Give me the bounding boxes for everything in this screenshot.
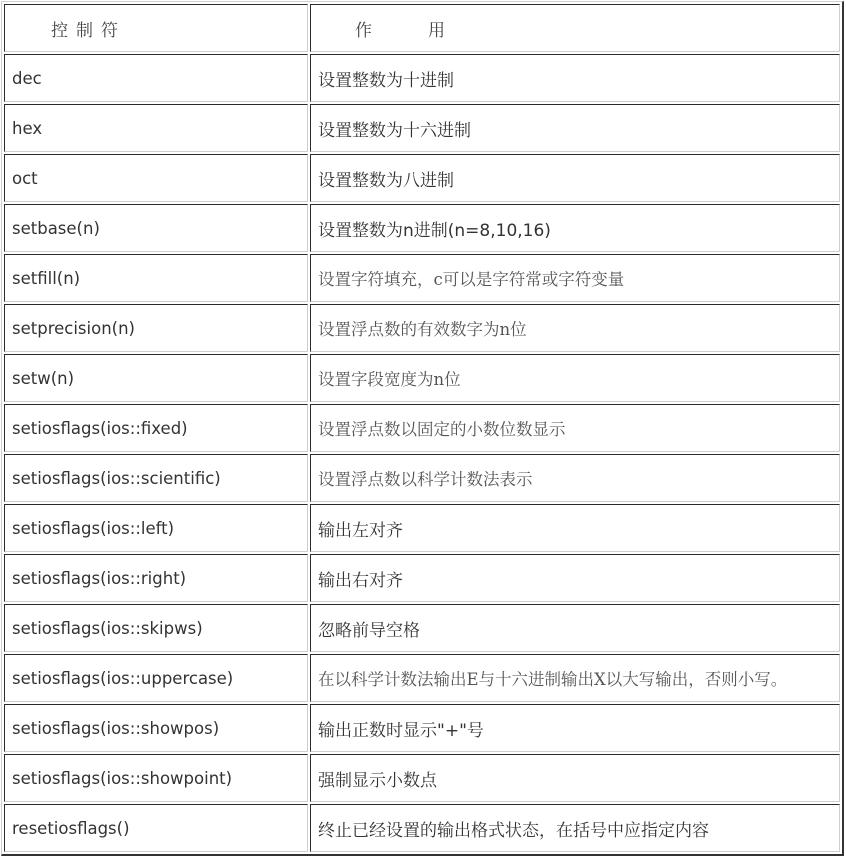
table-row bbox=[4, 304, 840, 352]
table-row bbox=[4, 554, 840, 602]
control-cell: setiosflags(ios::scientific) bbox=[4, 454, 308, 502]
effect-cell: 设置字段宽度为n位 bbox=[310, 354, 840, 402]
effect-cell: 输出正数时显示"+"号 bbox=[310, 704, 840, 752]
effect-cell: 强制显示小数点 bbox=[310, 754, 840, 802]
table-row bbox=[4, 804, 840, 852]
io-manipulators-table bbox=[1, 1, 844, 856]
control-cell: setfill(n) bbox=[4, 254, 308, 302]
control-cell: setiosflags(ios::right) bbox=[4, 554, 308, 602]
table-row bbox=[4, 354, 840, 402]
table-header-row bbox=[4, 4, 840, 52]
table-row bbox=[4, 104, 840, 152]
effect-cell: 输出右对齐 bbox=[310, 554, 840, 602]
table-row bbox=[4, 504, 840, 552]
effect-cell: 在以科学计数法输出E与十六进制输出X以大写输出，否则小写。 bbox=[310, 654, 840, 702]
table-row bbox=[4, 154, 840, 202]
effect-cell: 设置整数为八进制 bbox=[310, 154, 840, 202]
effect-cell: 忽略前导空格 bbox=[310, 604, 840, 652]
header-effect-part2: 用 bbox=[428, 20, 445, 41]
effect-cell: 设置浮点数以固定的小数位数显示 bbox=[310, 404, 840, 452]
table-row bbox=[4, 604, 840, 652]
effect-cell: 输出左对齐 bbox=[310, 504, 840, 552]
control-cell: dec bbox=[4, 54, 308, 102]
header-effect-part1: 作 bbox=[355, 20, 372, 41]
table-row bbox=[4, 654, 840, 702]
header-effect bbox=[310, 4, 840, 52]
control-cell: setw(n) bbox=[4, 354, 308, 402]
effect-cell: 设置整数为十六进制 bbox=[310, 104, 840, 152]
effect-cell: 设置整数为十进制 bbox=[310, 54, 840, 102]
control-cell: setbase(n) bbox=[4, 204, 308, 252]
effect-cell: 终止已经设置的输出格式状态，在括号中应指定内容 bbox=[310, 804, 840, 852]
control-cell: setiosflags(ios::left) bbox=[4, 504, 308, 552]
effect-cell: 设置浮点数的有效数字为n位 bbox=[310, 304, 840, 352]
control-cell: setiosflags(ios::showpos) bbox=[4, 704, 308, 752]
table-row bbox=[4, 54, 840, 102]
control-cell: hex bbox=[4, 104, 308, 152]
control-cell: setiosflags(ios::showpoint) bbox=[4, 754, 308, 802]
table-row bbox=[4, 454, 840, 502]
table-row bbox=[4, 204, 840, 252]
table-row bbox=[4, 254, 840, 302]
control-cell: setiosflags(ios::skipws) bbox=[4, 604, 308, 652]
effect-cell: 设置整数为n进制(n=8,10,16) bbox=[310, 204, 840, 252]
table-row bbox=[4, 404, 840, 452]
control-cell: setiosflags(ios::uppercase) bbox=[4, 654, 308, 702]
header-control: 控制符 bbox=[4, 4, 308, 52]
control-cell: setiosflags(ios::fixed) bbox=[4, 404, 308, 452]
table-row bbox=[4, 704, 840, 752]
control-cell: oct bbox=[4, 154, 308, 202]
effect-cell: 设置字符填充，c可以是字符常或字符变量 bbox=[310, 254, 840, 302]
control-cell: setprecision(n) bbox=[4, 304, 308, 352]
table-row bbox=[4, 754, 840, 802]
control-cell: resetiosflags() bbox=[4, 804, 308, 852]
effect-cell: 设置浮点数以科学计数法表示 bbox=[310, 454, 840, 502]
